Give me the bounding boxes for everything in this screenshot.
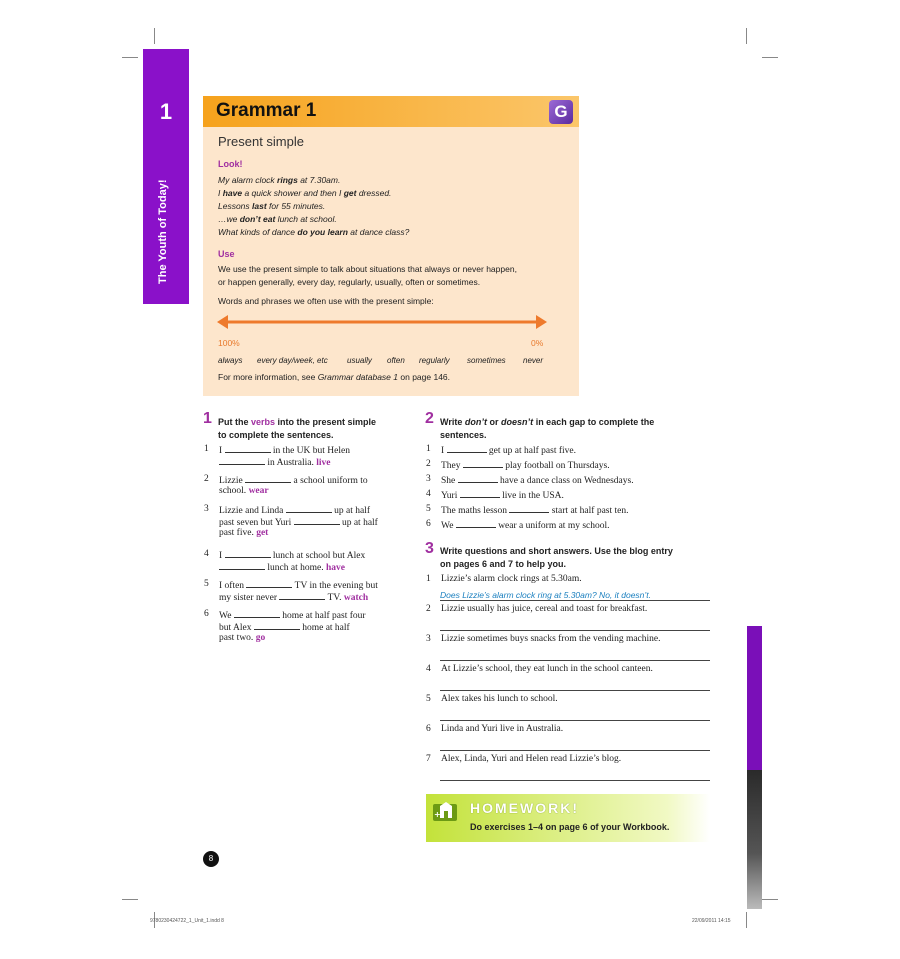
sample-answer: Does Lizzie’s alarm clock ring at 5.30am? No, it doesn’t. <box>440 590 652 600</box>
words-intro: Words and phrases we often use with the present simple: <box>218 296 434 306</box>
use-label: Use <box>218 249 235 259</box>
answer-line <box>440 720 710 721</box>
look-label: Look! <box>218 159 243 169</box>
crop-mark <box>762 57 778 58</box>
freq-word: never <box>523 356 544 365</box>
homework-banner <box>426 794 710 842</box>
ex2-title: Write don’t or doesn’t in each gap to complete the sentences. <box>440 417 655 440</box>
right-edge-photo <box>747 770 762 909</box>
grammar-header <box>203 96 579 127</box>
footer-left: 9780230424722_1_Unit_1.indd 8 <box>150 918 224 924</box>
ex3-list: 1 Lizzie’s alarm clock rings at 5.30am. 2 Lizzie usually has juice, cereal and toast for breakfast. 3 Lizzie sometimes buys snacks from the vending machine. 4 At Lizzie’s school, they eat lunch in the school canteen. 5 Alex takes his lunch to school. 6 Linda and Yuri live in Australia. 7 Alex, Linda, Yuri and Helen read Lizzie’s blog. <box>426 574 661 764</box>
freq-word: often <box>387 356 405 365</box>
grammar-box <box>203 96 579 396</box>
freq-word: every day/week, etc <box>257 356 328 365</box>
answer-line <box>440 660 710 661</box>
grammar-subtitle: Present simple <box>218 134 304 149</box>
freq-word: usually <box>347 356 372 365</box>
grammar-title: Grammar 1 <box>216 100 317 121</box>
answer-line <box>440 690 710 691</box>
freq-word: regularly <box>419 356 450 365</box>
look-line: I have a quick shower and then I get dressed. <box>218 188 392 198</box>
answer-line <box>440 750 710 751</box>
crop-mark <box>122 899 138 900</box>
crop-mark <box>122 57 138 58</box>
use-text: or happen generally, every day, regularly, usually, often or sometimes. <box>218 277 481 287</box>
ex2-number: 2 <box>425 410 434 427</box>
use-text: We use the present simple to talk about situations that always or never happen, <box>218 264 517 274</box>
look-line: …we don’t eat lunch at school. <box>218 214 337 224</box>
answer-line <box>440 780 710 781</box>
crop-mark <box>762 899 778 900</box>
footer-right: 22/09/2011 14:15 <box>692 918 731 924</box>
grammar-badge-icon: G <box>549 100 573 124</box>
look-line: Lessons last for 55 minutes. <box>218 201 326 211</box>
more-info: For more information, see Grammar database 1 on page 146. <box>218 372 451 382</box>
ex1-title: Put the verbs into the present simple to complete the sentences. <box>218 417 377 440</box>
ex1-number: 1 <box>203 410 212 427</box>
homework-title: HOMEWORK! <box>470 800 579 816</box>
unit-side-tab <box>143 49 189 304</box>
crop-mark <box>746 912 747 928</box>
svg-text:+: + <box>434 810 441 819</box>
page-number: 8 <box>203 851 219 867</box>
homework-text: Do exercises 1–4 on page 6 of your Workbook. <box>470 822 670 832</box>
unit-number: 1 <box>159 99 173 124</box>
unit-title: The Youth of Today! <box>157 179 169 284</box>
ex1-list: 1 I in the UK but Helen in Australia. live 2 Lizzie a school uniform to school. wear 3 Lizzie and Linda up at half past seven but Yuri up at half past five. get 4 I lunch at school but Alex lunch at home. have 5 I often TV in the evening but my sister never TV. watch 6 We home at half past four but Alex home at half past two. go <box>204 444 378 643</box>
ex2-list: 1 I get up at half past five. 2 They play football on Thursdays. 3 She have a dance class on Wednesdays. 4 Yuri live in the USA. 5 The maths lesson start at half past ten. 6 We wear a uniform at my school. <box>426 444 634 531</box>
freq-word: always <box>218 356 243 365</box>
ex3-title: Write questions and short answers. Use the blog entry on pages 6 and 7 to help you. <box>440 546 673 569</box>
look-line: What kinds of dance do you learn at dance class? <box>218 227 410 237</box>
frequency-arrow-icon <box>217 314 547 330</box>
ex3-number: 3 <box>425 540 434 557</box>
pct-left: 100% <box>218 338 240 348</box>
crop-mark <box>154 28 155 44</box>
look-line: My alarm clock rings at 7.30am. <box>218 175 341 185</box>
freq-word: sometimes <box>467 356 506 365</box>
answer-line <box>440 600 710 601</box>
homework-house-icon <box>432 800 458 822</box>
crop-mark <box>746 28 747 44</box>
answer-line <box>440 630 710 631</box>
pct-right: 0% <box>531 338 544 348</box>
